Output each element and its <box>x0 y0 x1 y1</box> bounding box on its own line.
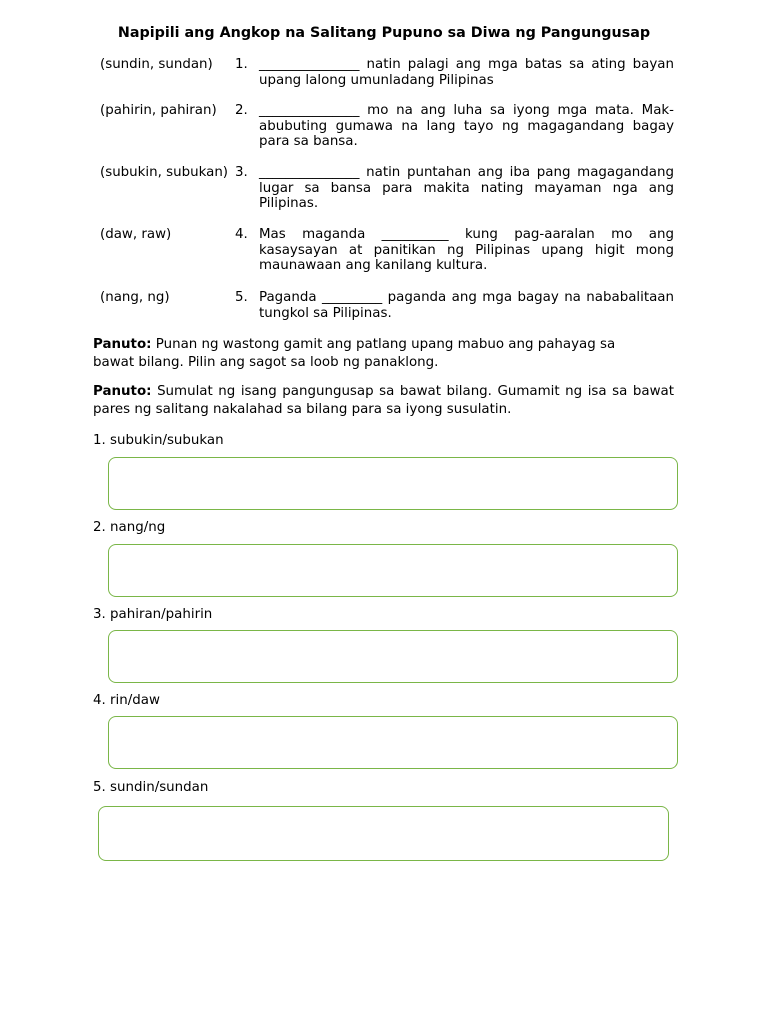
item-number: 4. <box>235 227 248 242</box>
item-number: 1. <box>235 57 248 72</box>
word-choices: (sundin, sundan) <box>100 57 213 72</box>
prompt-label-1: 1. subukin/subukan <box>93 433 224 448</box>
instruction-2 <box>93 383 674 419</box>
instruction-text: Punan ng wastong gamit ang patlang upang mabuo ang pahayag sa bawat bilang. Pilin ang sagot sa loob ng panaklong. <box>93 337 616 370</box>
answer-box-3[interactable] <box>108 630 678 683</box>
instruction-label: Panuto: <box>93 337 152 352</box>
answer-box-5[interactable] <box>98 806 669 861</box>
answer-box-1[interactable] <box>108 457 678 510</box>
item-sentence: _______________ mo na ang luha sa iyong mga mata. Makabubuting gumawa na lang tayo ng magagandang bagay para sa bansa. <box>259 103 674 150</box>
item-number: 5. <box>235 290 248 305</box>
instruction-text: Sumulat ng isang pangungusap sa bawat bilang. Gumamit ng isa sa bawat pares ng salitang nakalahad sa bilang para sa iyong susulatin. <box>93 384 674 417</box>
prompt-label-3: 3. pahiran/pahirin <box>93 607 213 622</box>
word-choices: (pahirin, pahiran) <box>100 103 217 118</box>
item-sentence: _______________ natin palagi ang mga batas sa ating bayan upang lalong umunladang Pilipinas <box>259 57 674 88</box>
item-number: 2. <box>235 103 248 118</box>
worksheet-title: Napipili ang Angkop na Salitang Pupuno sa Diwa ng Pangungusap <box>117 25 651 41</box>
word-choices: (daw, raw) <box>100 227 172 242</box>
item-sentence: Mas maganda __________ kung pag-aaralan mo ang kasaysayan at panitikan ng Pilipinas upang higit mong maunawaan ang kanilang kultura. <box>259 227 674 274</box>
answer-box-2[interactable] <box>108 544 678 597</box>
item-sentence: _______________ natin puntahan ang iba pang magagandang lugar sa bansa para makita nating mayaman nga ang Pilipinas. <box>259 165 674 212</box>
answer-box-4[interactable] <box>108 716 678 769</box>
prompt-label-5: 5. sundin/sundan <box>93 780 209 795</box>
instruction-label: Panuto: <box>93 384 152 399</box>
prompt-label-2: 2. nang/ng <box>93 520 166 535</box>
instruction-1 <box>93 336 646 372</box>
word-choices: (subukin, subukan) <box>100 165 229 180</box>
item-sentence: Paganda _________ paganda ang mga bagay na nababalitaan tungkol sa Pilipinas. <box>259 290 674 321</box>
item-number: 3. <box>235 165 248 180</box>
prompt-label-4: 4. rin/daw <box>93 693 160 708</box>
word-choices: (nang, ng) <box>100 290 170 305</box>
